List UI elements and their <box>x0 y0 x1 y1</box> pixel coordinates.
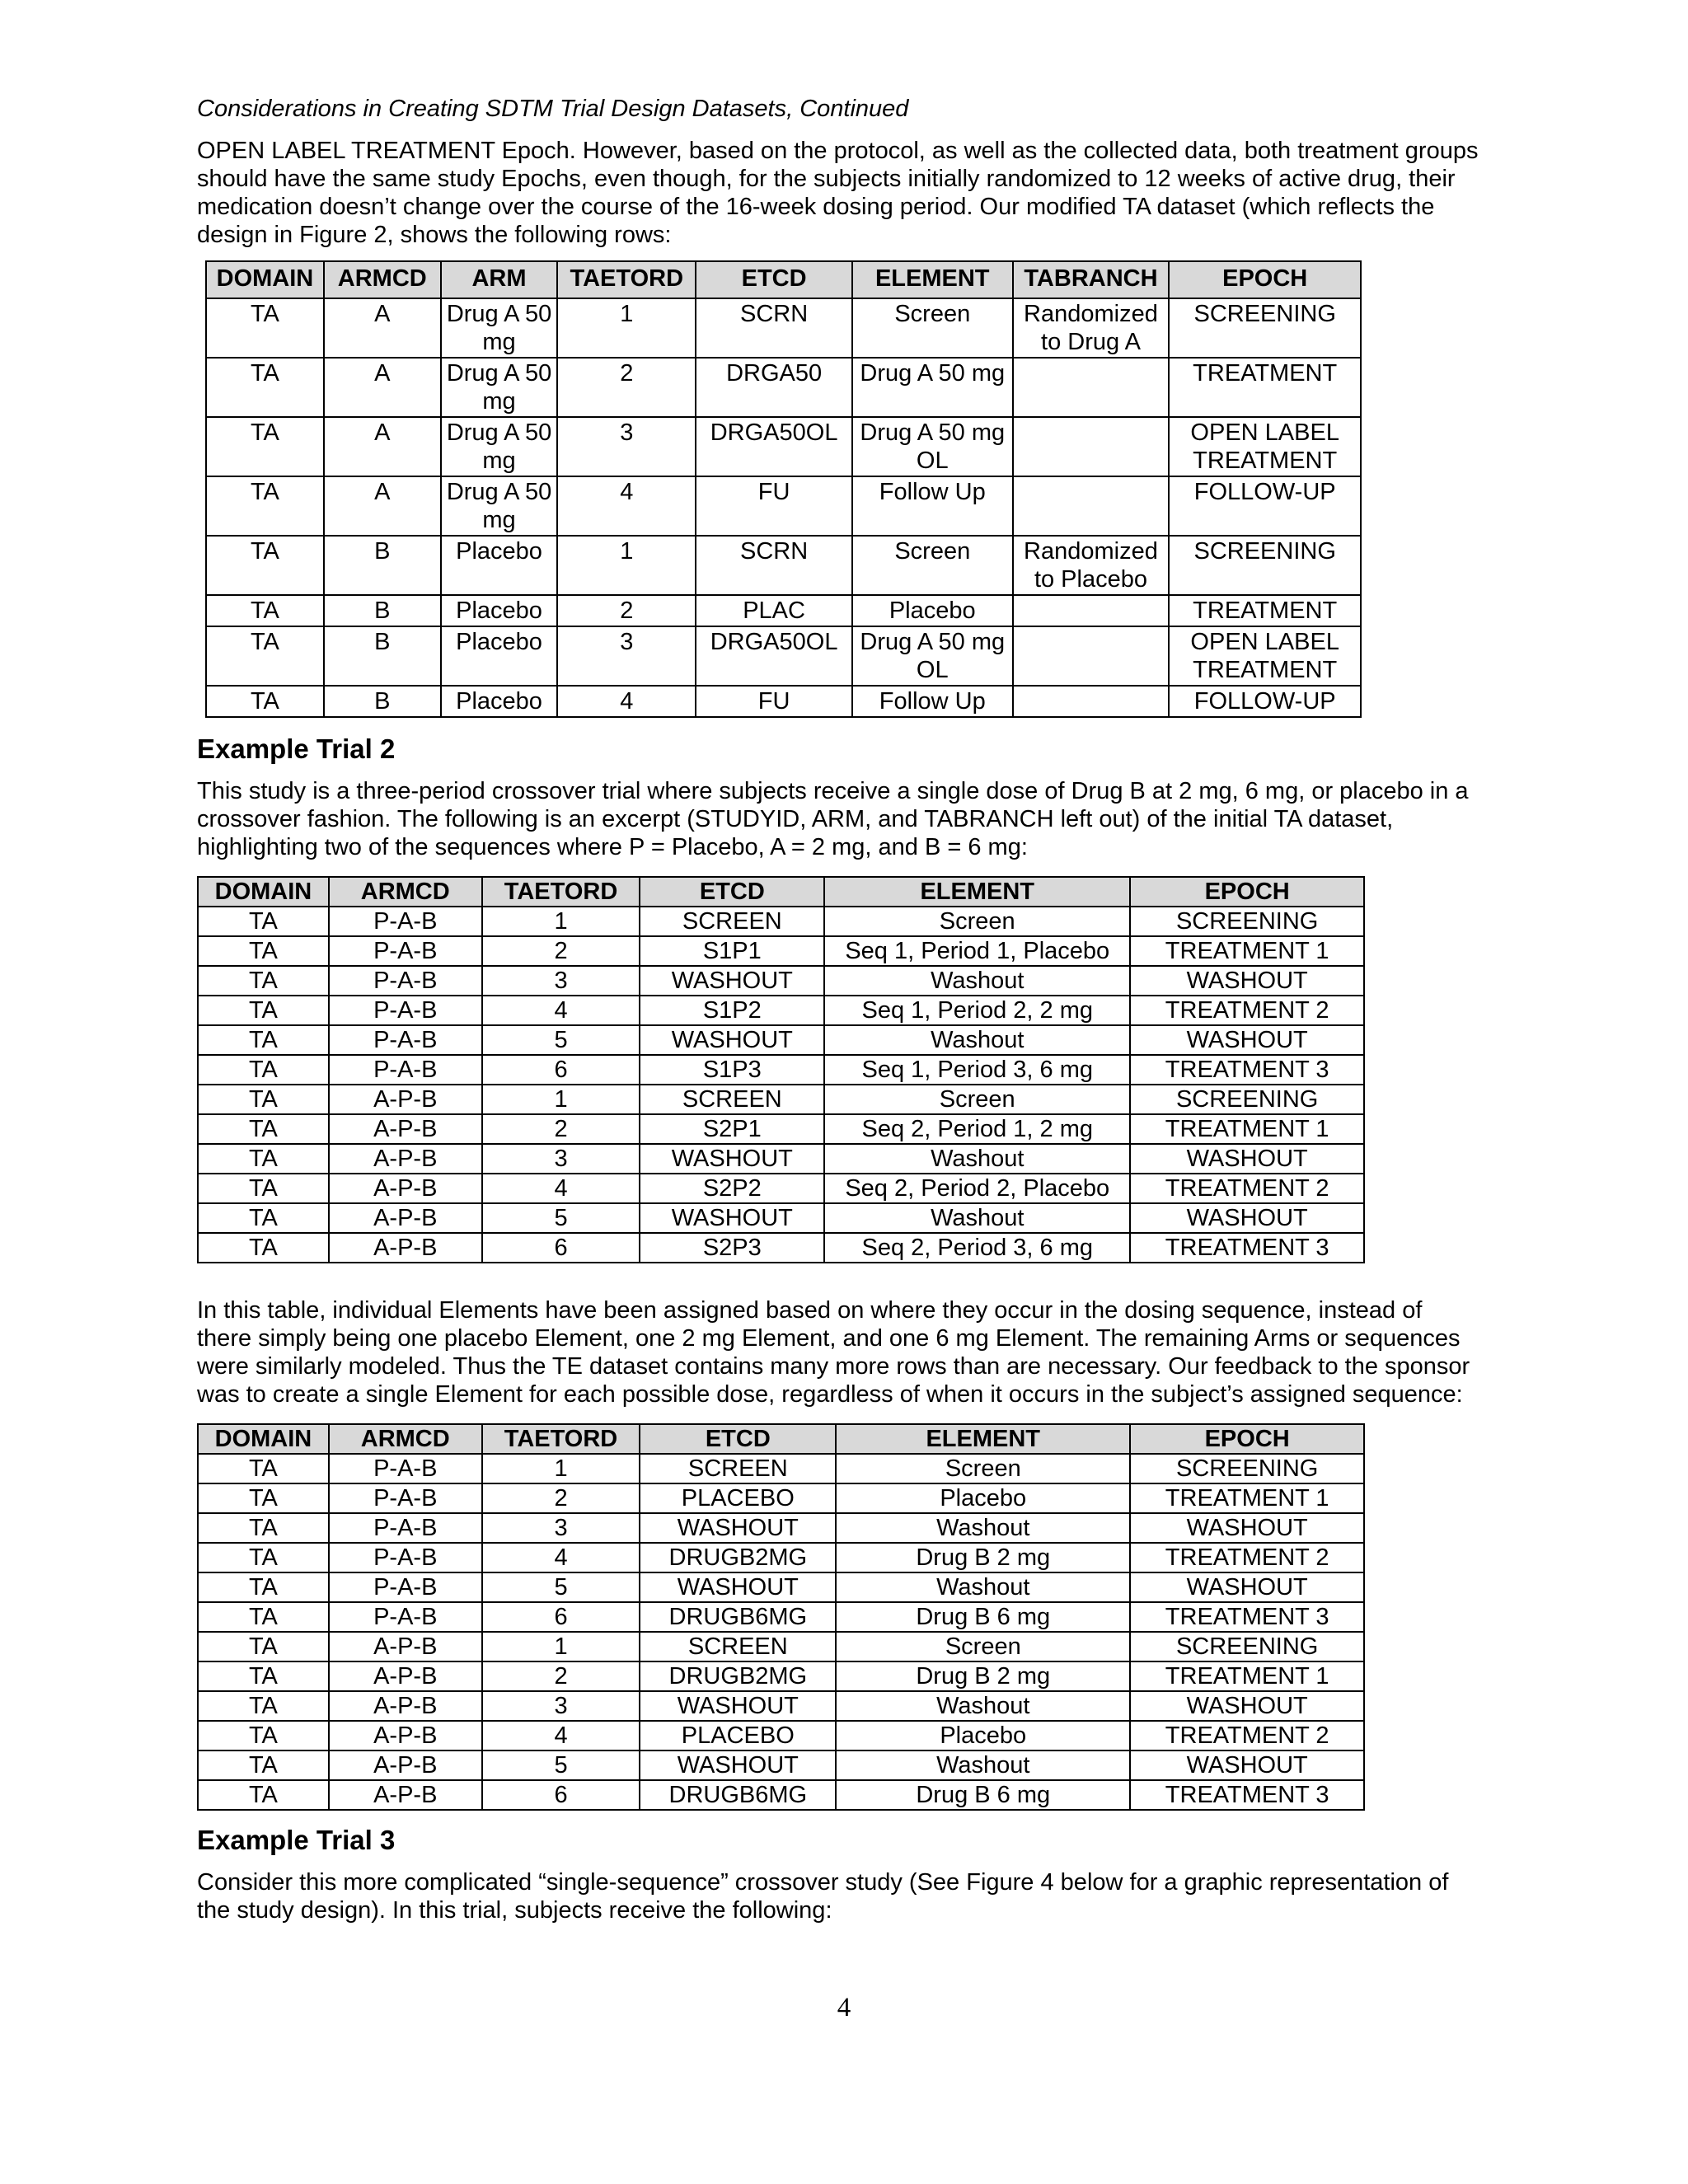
cell-domain: TA <box>198 907 329 936</box>
cell-taetord: 3 <box>557 417 696 476</box>
cell-etcd: S2P3 <box>640 1233 824 1263</box>
table-row <box>198 1543 1364 1572</box>
cell-armcd: A-P-B <box>329 1750 482 1780</box>
column-header-domain: DOMAIN <box>198 877 329 907</box>
cell-tabranch <box>1013 417 1170 476</box>
cell-epoch: TREATMENT 3 <box>1130 1602 1364 1632</box>
cell-epoch: WASHOUT <box>1130 1691 1364 1721</box>
cell-epoch: WASHOUT <box>1130 1203 1364 1233</box>
cell-element: Follow Up <box>852 476 1013 536</box>
cell-epoch: WASHOUT <box>1130 1513 1364 1543</box>
table-row <box>198 1483 1364 1513</box>
cell-armcd: A-P-B <box>329 1174 482 1203</box>
cell-element: Screen <box>824 1085 1130 1114</box>
cell-element: Washout <box>824 1025 1130 1055</box>
cell-epoch: TREATMENT 3 <box>1130 1055 1364 1085</box>
cell-armcd: B <box>324 686 441 717</box>
table-row <box>206 626 1361 686</box>
cell-domain: TA <box>198 1721 329 1750</box>
column-header-domain: DOMAIN <box>206 261 324 298</box>
cell-taetord: 6 <box>482 1780 640 1810</box>
cell-element: Drug B 2 mg <box>836 1543 1130 1572</box>
cell-tabranch: Randomized to Placebo <box>1013 536 1170 595</box>
table-row <box>198 1572 1364 1602</box>
cell-taetord: 2 <box>557 595 696 626</box>
cell-epoch: OPEN LABEL TREATMENT <box>1169 626 1361 686</box>
cell-armcd: P-A-B <box>329 1572 482 1602</box>
cell-element: Washout <box>836 1572 1130 1602</box>
table-row <box>198 1114 1364 1144</box>
cell-element: Drug A 50 mg OL <box>852 417 1013 476</box>
column-header-armcd: ARMCD <box>329 1424 482 1454</box>
cell-epoch: SCREENING <box>1130 1085 1364 1114</box>
table-row <box>206 595 1361 626</box>
cell-etcd: PLACEBO <box>640 1721 836 1750</box>
cell-taetord: 5 <box>482 1025 640 1055</box>
cell-domain: TA <box>206 298 324 358</box>
cell-domain: TA <box>206 626 324 686</box>
cell-element: Washout <box>824 1203 1130 1233</box>
cell-armcd: A-P-B <box>329 1203 482 1233</box>
cell-etcd: S2P2 <box>640 1174 824 1203</box>
cell-domain: TA <box>198 1602 329 1632</box>
table-revised-ta-excerpt <box>197 1423 1365 1811</box>
cell-element: Placebo <box>852 595 1013 626</box>
table-row <box>198 1203 1364 1233</box>
cell-element: Seq 1, Period 3, 6 mg <box>824 1055 1130 1085</box>
cell-element: Washout <box>824 1144 1130 1174</box>
cell-domain: TA <box>206 686 324 717</box>
cell-taetord: 5 <box>482 1750 640 1780</box>
cell-epoch: FOLLOW-UP <box>1169 476 1361 536</box>
table-row <box>198 1661 1364 1691</box>
section-title-example-trial-3: Example Trial 3 <box>197 1825 396 1855</box>
cell-armcd: P-A-B <box>329 1055 482 1085</box>
cell-taetord: 5 <box>482 1572 640 1602</box>
table-row <box>198 1055 1364 1085</box>
cell-epoch: TREATMENT 2 <box>1130 1174 1364 1203</box>
cell-element: Seq 2, Period 2, Placebo <box>824 1174 1130 1203</box>
column-header-element: ELEMENT <box>852 261 1013 298</box>
table-row <box>198 1174 1364 1203</box>
cell-armcd: A-P-B <box>329 1632 482 1661</box>
cell-domain: TA <box>198 1632 329 1661</box>
cell-epoch: TREATMENT <box>1169 358 1361 417</box>
column-header-tabranch: TABRANCH <box>1013 261 1170 298</box>
cell-element: Drug B 2 mg <box>836 1661 1130 1691</box>
table-row <box>198 966 1364 996</box>
cell-etcd: S2P1 <box>640 1114 824 1144</box>
cell-armcd: B <box>324 626 441 686</box>
cell-epoch: SCREENING <box>1169 298 1361 358</box>
cell-domain: TA <box>198 996 329 1025</box>
cell-armcd: P-A-B <box>329 1483 482 1513</box>
cell-etcd: FU <box>696 686 852 717</box>
table-header-row <box>206 261 1361 298</box>
column-header-armcd: ARMCD <box>329 877 482 907</box>
table-row <box>198 907 1364 936</box>
cell-element: Washout <box>836 1691 1130 1721</box>
cell-armcd: A <box>324 298 441 358</box>
cell-domain: TA <box>206 536 324 595</box>
table-initial-ta-excerpt <box>197 876 1365 1263</box>
cell-etcd: WASHOUT <box>640 1750 836 1780</box>
column-header-epoch: EPOCH <box>1130 1424 1364 1454</box>
cell-taetord: 4 <box>482 1174 640 1203</box>
cell-element: Placebo <box>836 1721 1130 1750</box>
cell-element: Washout <box>824 966 1130 996</box>
table-row <box>198 936 1364 966</box>
cell-etcd: DRGA50OL <box>696 626 852 686</box>
table-row <box>206 476 1361 536</box>
cell-domain: TA <box>206 417 324 476</box>
cell-element: Placebo <box>836 1483 1130 1513</box>
cell-element: Follow Up <box>852 686 1013 717</box>
column-header-taetord: TAETORD <box>482 877 640 907</box>
cell-element: Seq 2, Period 3, 6 mg <box>824 1233 1130 1263</box>
cell-taetord: 3 <box>557 626 696 686</box>
cell-domain: TA <box>198 1114 329 1144</box>
cell-etcd: S1P3 <box>640 1055 824 1085</box>
table-row <box>206 358 1361 417</box>
cell-armcd: A-P-B <box>329 1780 482 1810</box>
cell-etcd: PLACEBO <box>640 1483 836 1513</box>
running-header: Considerations in Creating SDTM Trial Design Datasets, Continued <box>197 96 909 122</box>
cell-domain: TA <box>198 1174 329 1203</box>
cell-element: Seq 2, Period 1, 2 mg <box>824 1114 1130 1144</box>
cell-taetord: 1 <box>482 1085 640 1114</box>
cell-domain: TA <box>198 1691 329 1721</box>
cell-taetord: 4 <box>557 686 696 717</box>
table-header-row <box>198 1424 1364 1454</box>
table-row <box>206 417 1361 476</box>
cell-element: Seq 1, Period 1, Placebo <box>824 936 1130 966</box>
table-row <box>198 1085 1364 1114</box>
cell-taetord: 2 <box>482 1114 640 1144</box>
column-header-element: ELEMENT <box>836 1424 1130 1454</box>
cell-epoch: WASHOUT <box>1130 1025 1364 1055</box>
table-row <box>198 1750 1364 1780</box>
cell-element: Drug B 6 mg <box>836 1780 1130 1810</box>
table-row <box>198 1513 1364 1543</box>
cell-epoch: WASHOUT <box>1130 1750 1364 1780</box>
cell-etcd: DRUGB2MG <box>640 1543 836 1572</box>
cell-epoch: SCREENING <box>1130 1632 1364 1661</box>
paragraph-example-trial-2: This study is a three-period crossover trial where subjects receive a single dose of Drug B at 2 mg, 6 mg, or placebo in a crossover fashion. The following is an excerpt (STUDYID, ARM, and TABRANCH left out) of the initial TA dataset, highlighting two of the sequences where P = Placebo, A = 2 mg, and B = 6 mg: <box>197 778 1469 860</box>
cell-taetord: 4 <box>482 1721 640 1750</box>
cell-taetord: 1 <box>557 536 696 595</box>
cell-domain: TA <box>198 1085 329 1114</box>
cell-taetord: 2 <box>482 1661 640 1691</box>
cell-domain: TA <box>206 358 324 417</box>
table-modified-ta-dataset <box>205 260 1362 718</box>
cell-epoch: TREATMENT 1 <box>1130 1114 1364 1144</box>
paragraph-feedback: In this table, individual Elements have been assigned based on where they occur in the dosing sequence, instead of there simply being one placebo Element, one 2 mg Element, and one 6 mg Element. The remaining Arms or sequences were similarly modeled. Thus the TE dataset contains many more rows than are necessary. Our feedback to the sponsor was to create a single Element for each possible dose, regardless of when it occurs in the subject’s assigned sequence: <box>197 1297 1470 1408</box>
column-header-taetord: TAETORD <box>557 261 696 298</box>
cell-epoch: WASHOUT <box>1130 1144 1364 1174</box>
cell-etcd: WASHOUT <box>640 1203 824 1233</box>
cell-armcd: A-P-B <box>329 1661 482 1691</box>
table-row <box>198 1780 1364 1810</box>
cell-arm: Drug A 50 mg <box>441 298 558 358</box>
cell-epoch: TREATMENT 1 <box>1130 936 1364 966</box>
cell-domain: TA <box>198 1572 329 1602</box>
cell-epoch: TREATMENT 2 <box>1130 1721 1364 1750</box>
cell-etcd: DRGA50OL <box>696 417 852 476</box>
cell-armcd: A-P-B <box>329 1233 482 1263</box>
cell-domain: TA <box>198 1750 329 1780</box>
cell-domain: TA <box>198 1661 329 1691</box>
cell-domain: TA <box>198 1780 329 1810</box>
cell-armcd: P-A-B <box>329 907 482 936</box>
cell-domain: TA <box>198 1055 329 1085</box>
cell-epoch: TREATMENT <box>1169 595 1361 626</box>
cell-domain: TA <box>198 936 329 966</box>
cell-arm: Drug A 50 mg <box>441 417 558 476</box>
cell-element: Screen <box>836 1454 1130 1483</box>
cell-arm: Drug A 50 mg <box>441 358 558 417</box>
cell-etcd: SCREEN <box>640 1632 836 1661</box>
cell-epoch: TREATMENT 2 <box>1130 996 1364 1025</box>
column-header-domain: DOMAIN <box>198 1424 329 1454</box>
cell-etcd: DRGA50 <box>696 358 852 417</box>
paragraph-example-trial-3: Consider this more complicated “single-sequence” crossover study (See Figure 4 below for a graphic representation of the study design). In this trial, subjects receive the following: <box>197 1869 1449 1924</box>
cell-etcd: WASHOUT <box>640 1572 836 1602</box>
cell-etcd: WASHOUT <box>640 1513 836 1543</box>
cell-taetord: 6 <box>482 1233 640 1263</box>
cell-armcd: A-P-B <box>329 1691 482 1721</box>
cell-epoch: TREATMENT 1 <box>1130 1661 1364 1691</box>
table-row <box>198 1632 1364 1661</box>
cell-armcd: B <box>324 595 441 626</box>
cell-taetord: 3 <box>482 1691 640 1721</box>
cell-element: Screen <box>836 1632 1130 1661</box>
cell-armcd: A <box>324 417 441 476</box>
cell-arm: Placebo <box>441 536 558 595</box>
table-row <box>198 1721 1364 1750</box>
column-header-epoch: EPOCH <box>1169 261 1361 298</box>
cell-tabranch: Randomized to Drug A <box>1013 298 1170 358</box>
cell-taetord: 1 <box>482 1632 640 1661</box>
cell-arm: Placebo <box>441 686 558 717</box>
cell-tabranch <box>1013 595 1170 626</box>
paragraph-modified-ta-intro: OPEN LABEL TREATMENT Epoch. However, based on the protocol, as well as the collected data, both treatment groups should have the same study Epochs, even though, for the subjects initially randomized to 12 weeks of active drug, their medication doesn’t change over the course of the 16-week dosing period. Our modified TA dataset (which reflects the design in Figure 2, shows the following rows: <box>197 138 1479 248</box>
cell-domain: TA <box>198 1513 329 1543</box>
cell-domain: TA <box>198 1483 329 1513</box>
cell-element: Washout <box>836 1513 1130 1543</box>
cell-epoch: SCREENING <box>1130 1454 1364 1483</box>
cell-taetord: 1 <box>482 907 640 936</box>
cell-epoch: TREATMENT 3 <box>1130 1780 1364 1810</box>
cell-taetord: 3 <box>482 1144 640 1174</box>
cell-tabranch <box>1013 626 1170 686</box>
cell-domain: TA <box>198 1454 329 1483</box>
cell-taetord: 3 <box>482 1513 640 1543</box>
column-header-etcd: ETCD <box>640 877 824 907</box>
cell-armcd: B <box>324 536 441 595</box>
table-row <box>198 1691 1364 1721</box>
cell-element: Washout <box>836 1750 1130 1780</box>
cell-arm: Placebo <box>441 595 558 626</box>
table-row <box>198 1025 1364 1055</box>
cell-armcd: A-P-B <box>329 1114 482 1144</box>
cell-armcd: A-P-B <box>329 1144 482 1174</box>
cell-armcd: P-A-B <box>329 1454 482 1483</box>
cell-domain: TA <box>198 1543 329 1572</box>
cell-armcd: A-P-B <box>329 1085 482 1114</box>
cell-domain: TA <box>206 476 324 536</box>
cell-etcd: DRUGB2MG <box>640 1661 836 1691</box>
page-content <box>197 92 1479 1924</box>
cell-etcd: WASHOUT <box>640 1691 836 1721</box>
cell-epoch: TREATMENT 2 <box>1130 1543 1364 1572</box>
cell-element: Drug B 6 mg <box>836 1602 1130 1632</box>
column-header-etcd: ETCD <box>640 1424 836 1454</box>
cell-element: Drug A 50 mg <box>852 358 1013 417</box>
cell-epoch: SCREENING <box>1169 536 1361 595</box>
cell-taetord: 6 <box>482 1602 640 1632</box>
cell-taetord: 6 <box>482 1055 640 1085</box>
cell-element: Seq 1, Period 2, 2 mg <box>824 996 1130 1025</box>
cell-domain: TA <box>198 1233 329 1263</box>
cell-taetord: 3 <box>482 966 640 996</box>
cell-epoch: WASHOUT <box>1130 1572 1364 1602</box>
cell-armcd: A-P-B <box>329 1721 482 1750</box>
cell-domain: TA <box>198 1025 329 1055</box>
cell-tabranch <box>1013 476 1170 536</box>
cell-taetord: 4 <box>482 1543 640 1572</box>
cell-epoch: TREATMENT 1 <box>1130 1483 1364 1513</box>
cell-etcd: SCRN <box>696 536 852 595</box>
cell-tabranch <box>1013 686 1170 717</box>
cell-taetord: 1 <box>557 298 696 358</box>
cell-domain: TA <box>198 1203 329 1233</box>
table-row <box>206 298 1361 358</box>
cell-etcd: SCRN <box>696 298 852 358</box>
column-header-element: ELEMENT <box>824 877 1130 907</box>
cell-armcd: A <box>324 358 441 417</box>
column-header-armcd: ARMCD <box>324 261 441 298</box>
cell-armcd: P-A-B <box>329 1025 482 1055</box>
cell-etcd: S1P1 <box>640 936 824 966</box>
cell-etcd: SCREEN <box>640 907 824 936</box>
table-row <box>198 996 1364 1025</box>
cell-epoch: TREATMENT 3 <box>1130 1233 1364 1263</box>
cell-domain: TA <box>198 966 329 996</box>
cell-element: Screen <box>852 298 1013 358</box>
cell-armcd: P-A-B <box>329 1543 482 1572</box>
table-row <box>206 686 1361 717</box>
cell-epoch: WASHOUT <box>1130 966 1364 996</box>
cell-taetord: 5 <box>482 1203 640 1233</box>
cell-etcd: PLAC <box>696 595 852 626</box>
cell-element: Drug A 50 mg OL <box>852 626 1013 686</box>
cell-etcd: WASHOUT <box>640 966 824 996</box>
cell-arm: Drug A 50 mg <box>441 476 558 536</box>
column-header-arm: ARM <box>441 261 558 298</box>
cell-etcd: DRUGB6MG <box>640 1602 836 1632</box>
cell-element: Screen <box>824 907 1130 936</box>
table-row <box>198 1602 1364 1632</box>
table-row <box>198 1454 1364 1483</box>
cell-taetord: 2 <box>557 358 696 417</box>
cell-domain: TA <box>198 1144 329 1174</box>
cell-element: Screen <box>852 536 1013 595</box>
cell-etcd: SCREEN <box>640 1085 824 1114</box>
cell-tabranch <box>1013 358 1170 417</box>
cell-etcd: WASHOUT <box>640 1025 824 1055</box>
cell-taetord: 1 <box>482 1454 640 1483</box>
cell-taetord: 2 <box>482 1483 640 1513</box>
cell-etcd: WASHOUT <box>640 1144 824 1174</box>
cell-armcd: P-A-B <box>329 996 482 1025</box>
cell-epoch: OPEN LABEL TREATMENT <box>1169 417 1361 476</box>
column-header-taetord: TAETORD <box>482 1424 640 1454</box>
cell-armcd: P-A-B <box>329 1513 482 1543</box>
cell-armcd: P-A-B <box>329 1602 482 1632</box>
column-header-epoch: EPOCH <box>1130 877 1364 907</box>
cell-taetord: 4 <box>557 476 696 536</box>
column-header-etcd: ETCD <box>696 261 852 298</box>
cell-domain: TA <box>206 595 324 626</box>
cell-taetord: 4 <box>482 996 640 1025</box>
section-title-example-trial-2: Example Trial 2 <box>197 733 396 764</box>
page-number: 4 <box>837 1993 851 2022</box>
cell-etcd: S1P2 <box>640 996 824 1025</box>
cell-etcd: DRUGB6MG <box>640 1780 836 1810</box>
cell-armcd: A <box>324 476 441 536</box>
cell-arm: Placebo <box>441 626 558 686</box>
cell-armcd: P-A-B <box>329 966 482 996</box>
cell-epoch: SCREENING <box>1130 907 1364 936</box>
cell-armcd: P-A-B <box>329 936 482 966</box>
table-row <box>198 1233 1364 1263</box>
cell-etcd: SCREEN <box>640 1454 836 1483</box>
table-header-row <box>198 877 1364 907</box>
cell-taetord: 2 <box>482 936 640 966</box>
table-row <box>206 536 1361 595</box>
cell-etcd: FU <box>696 476 852 536</box>
table-row <box>198 1144 1364 1174</box>
cell-epoch: FOLLOW-UP <box>1169 686 1361 717</box>
